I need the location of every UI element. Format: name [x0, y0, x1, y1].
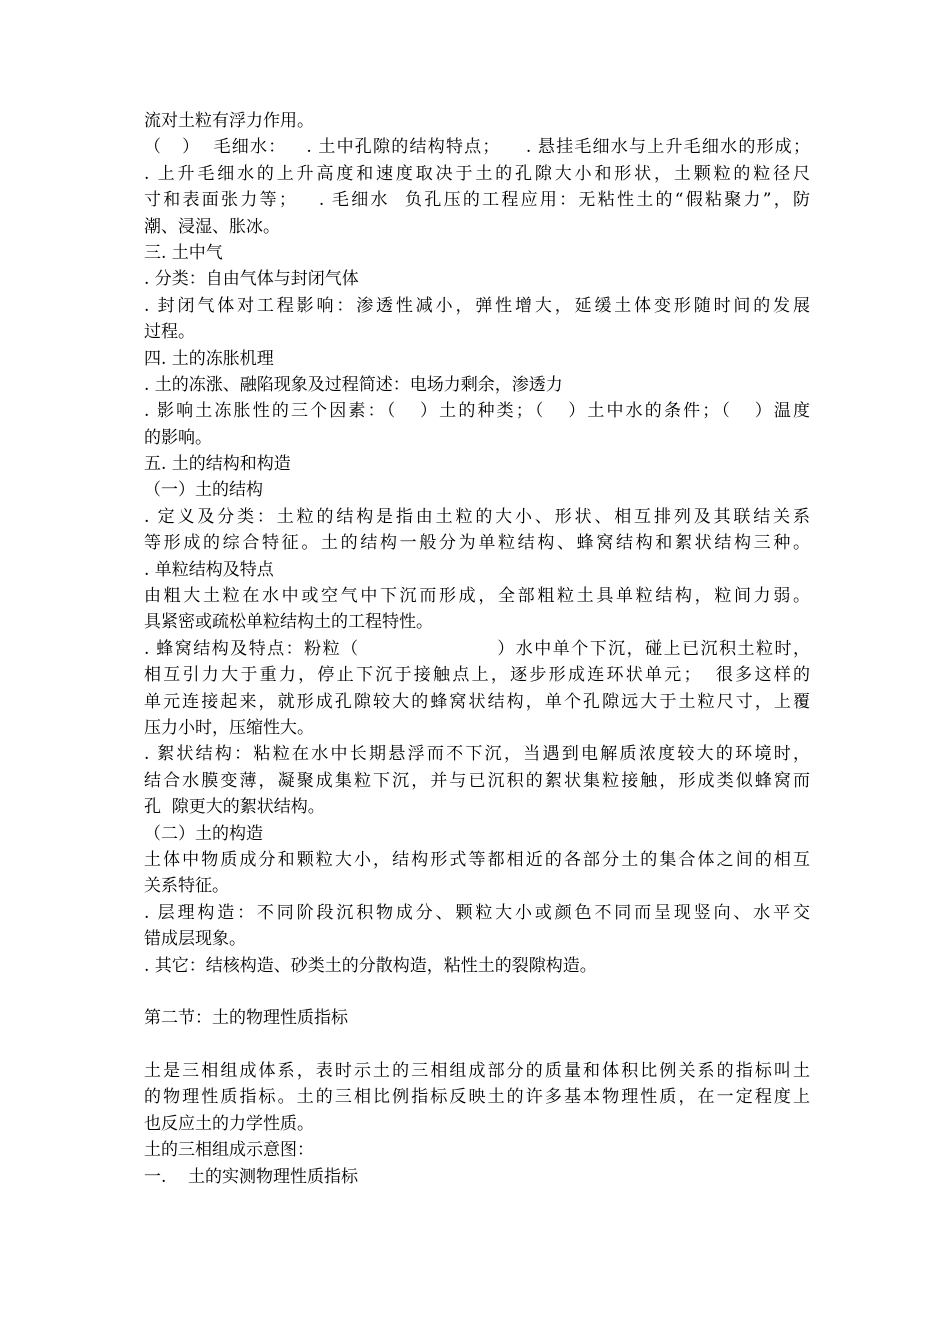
text-line: 错成层现象。 — [144, 929, 246, 950]
text-line: 的影响。 — [144, 427, 212, 448]
text-line: 流对土粒有浮力作用。 — [144, 111, 314, 131]
blank-line — [144, 1032, 810, 1058]
text-line: 单元连接起来，就形成孔隙较大的蜂窝状结构，单个孔隙远大于土粒尺寸，上覆 — [144, 691, 810, 712]
text-line: 过程。 — [144, 322, 195, 343]
text-line: 关系特征。 — [144, 876, 229, 897]
text-line: . 上升毛细水的上升高度和速度取决于土的孔隙大小和形状，土颗粒的粒径尺 — [144, 163, 810, 184]
blank-line — [144, 979, 810, 1005]
text-line: （ ） 毛细水： . 土中孔隙的结构特点； . 悬挂毛细水与上升毛细水的形成； — [144, 137, 810, 158]
text-line: 相互引力大于重力，停止下沉于接触点上，逐步形成连环状单元； 很多这样的 — [144, 665, 810, 686]
text-line: . 土的冻涨、融陷现象及过程简述：电场力剩余，渗透力 — [144, 374, 563, 395]
text-line: 五. 土的结构和构造 — [144, 454, 291, 475]
text-line: . 蜂窝结构及特点：粉粒（ ）水中单个下沉，碰上已沉积土粒时， — [144, 638, 810, 659]
text-line: 的物理性质指标。土的三相比例指标反映土的许多基本物理性质，在一定程度上 — [144, 1087, 810, 1108]
text-line: . 分类：自由气体与封闭气体 — [144, 269, 359, 290]
text-line: . 层理构造：不同阶段沉积物成分、颗粒大小或颜色不同而呈现竖向、水平交 — [144, 902, 810, 923]
text-line: . 单粒结构及特点 — [144, 559, 274, 580]
text-line: （一）土的结构 — [144, 480, 263, 501]
text-line: 具紧密或疏松单粒结构土的工程特性。 — [144, 612, 433, 633]
text-line: 一. 土的实测物理性质指标 — [144, 1166, 359, 1187]
text-line: . 影响土冻胀性的三个因素：（ ）土的种类；（ ）土中水的条件；（ ）温度 — [144, 401, 810, 422]
text-line: 土体中物质成分和颗粒大小，结构形式等都相近的各部分土的集合体之间的相互 — [144, 849, 810, 870]
text-line: 等形成的综合特征。土的结构一般分为单粒结构、蜂窝结构和絮状结构三种。 — [144, 533, 810, 554]
text-line: 三. 土中气 — [144, 242, 223, 263]
text-line: 第二节：土的物理性质指标 — [144, 1008, 348, 1029]
text-line: （二）土的构造 — [144, 823, 263, 844]
text-line: 寸和表面张力等； . 毛细水 负孔压的工程应用：无粘性土的“假粘聚力”，防 — [144, 190, 810, 211]
document-page — [144, 108, 810, 1190]
text-line: . 定义及分类：土粒的结构是指由土粒的大小、形状、相互排列及其联结关系 — [144, 506, 810, 527]
text-line: 孔 隙更大的絮状结构。 — [144, 797, 325, 818]
text-line: . 絮状结构：粘粒在水中长期悬浮而不下沉，当遇到电解质浓度较大的环境时， — [144, 744, 810, 765]
text-line: 结合水膜变薄，凝聚成集粒下沉，并与已沉积的絮状集粒接触，形成类似蜂窝而 — [144, 770, 810, 791]
text-line: . 其它：结核构造、砂类土的分散构造，粘性土的裂隙构造。 — [144, 955, 597, 976]
text-line: 由粗大土粒在水中或空气中下沉而形成，全部粗粒土具单粒结构，粒间力弱。 — [144, 586, 810, 607]
text-line: 土的三相组成示意图： — [144, 1140, 314, 1161]
text-line: . 封闭气体对工程影响：渗透性减小，弹性增大，延缓土体变形随时间的发展 — [144, 295, 810, 316]
text-line: 潮、浸湿、胀冰。 — [144, 216, 280, 237]
text-line: 也反应土的力学性质。 — [144, 1113, 314, 1134]
text-line: 四. 土的冻胀机理 — [144, 348, 274, 369]
text-line: 压力小时，压缩性大。 — [144, 717, 314, 738]
text-line: 土是三相组成体系，表时示土的三相组成部分的质量和体积比例关系的指标叫土 — [144, 1061, 810, 1082]
